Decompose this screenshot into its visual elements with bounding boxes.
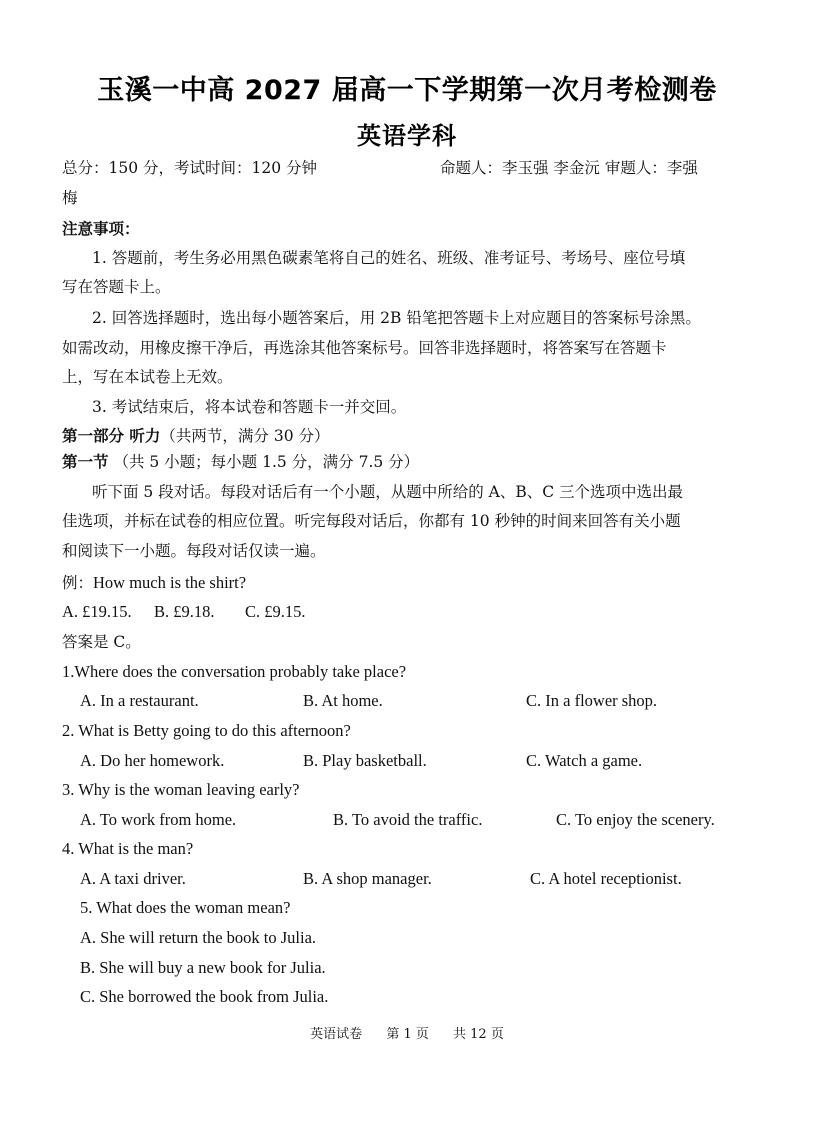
question-2-option-a: A. Do her homework. bbox=[80, 751, 225, 770]
question-1-option-c: C. In a flower shop. bbox=[526, 691, 658, 710]
section1-title bbox=[62, 452, 419, 472]
question-2-option-c: C. Watch a game. bbox=[526, 751, 643, 770]
notice-item-1: 1. 答题前，考生务必用黑色碳素笔将自己的姓名、班级、准考证号、考场号、座位号填 bbox=[92, 249, 686, 267]
example-option-b: B. £9.18. bbox=[154, 602, 215, 621]
notice-item-3: 3. 考试结束后，将本试卷和答题卡一并交回。 bbox=[92, 398, 407, 416]
section1-instructions-cont: 佳选项，并标在试卷的相应位置。听完每段对话后，你都有 10 秒钟的时间来回答有关小题 bbox=[62, 512, 681, 530]
question-5: 5. What does the woman mean? bbox=[80, 898, 291, 917]
example-answer: 答案是 C。 bbox=[62, 633, 141, 651]
page-footer bbox=[0, 1023, 814, 1042]
notice-item-2-cont2: 上，写在本试卷上无效。 bbox=[62, 368, 233, 386]
notice-item-1-cont: 写在答题卡上。 bbox=[62, 278, 171, 296]
example-prefix: 例： bbox=[62, 574, 94, 592]
section1-title-bold: 第一节 bbox=[62, 453, 109, 471]
section1-instructions: 听下面 5 段对话。每段对话后有一个小题，从题中所给的 A、B、C 三个选项中选出最 bbox=[92, 483, 684, 501]
question-4-option-a: A. A taxi driver. bbox=[80, 869, 186, 888]
question-3-option-c: C. To enjoy the scenery. bbox=[556, 810, 715, 829]
part1-title-bold: 第一部分 听力 bbox=[62, 427, 161, 445]
notice-item-2-cont: 如需改动，用橡皮擦干净后，再选涂其他答案标号。回答非选择题时，将答案写在答题卡 bbox=[62, 339, 667, 357]
exam-title: 玉溪一中高 2027 届高一下学期第一次月考检测卷 bbox=[97, 75, 717, 106]
question-2-option-b: B. Play basketball. bbox=[303, 751, 427, 770]
question-5-option-a: A. She will return the book to Julia. bbox=[80, 928, 317, 947]
question-4-option-b: B. A shop manager. bbox=[303, 869, 432, 888]
footer-page-number: 第 1 页 bbox=[386, 1027, 429, 1042]
question-5-option-c: C. She borrowed the book from Julia. bbox=[80, 987, 329, 1006]
section1-title-rest: （共 5 小题；每小题 1.5 分，满分 7.5 分） bbox=[108, 453, 420, 471]
example-option-c: C. £9.15. bbox=[245, 602, 306, 621]
question-2: 2. What is Betty going to do this afternoon? bbox=[62, 721, 351, 740]
notice-heading: 注意事项： bbox=[62, 220, 140, 238]
question-1-option-a: A. In a restaurant. bbox=[80, 691, 199, 710]
authors-continued: 梅 bbox=[62, 189, 78, 207]
question-3-option-b: B. To avoid the traffic. bbox=[333, 810, 483, 829]
notice-item-2: 2. 回答选择题时，选出每小题答案后，用 2B 铅笔把答题卡上对应题目的答案标号涂黑。 bbox=[92, 309, 701, 327]
footer-total-pages: 共 12 页 bbox=[453, 1027, 504, 1042]
question-5-option-b: B. She will buy a new book for Julia. bbox=[80, 958, 326, 977]
part1-title-rest: （共两节，满分 30 分） bbox=[160, 427, 330, 445]
question-3-option-a: A. To work from home. bbox=[80, 810, 237, 829]
example-option-a: A. £19.15. bbox=[62, 602, 132, 621]
part1-title bbox=[62, 426, 329, 446]
score-time: 总分：150 分，考试时间：120 分钟 bbox=[62, 159, 318, 177]
authors: 命题人：李玉强 李金沅 审题人：李强 bbox=[440, 159, 698, 177]
question-1: 1.Where does the conversation probably take place? bbox=[62, 662, 407, 681]
question-3: 3. Why is the woman leaving early? bbox=[62, 780, 300, 799]
footer-exam-name: 英语试卷 bbox=[310, 1027, 363, 1042]
example-question-text: How much is the shirt? bbox=[93, 573, 247, 592]
subject-title: 英语学科 bbox=[357, 122, 457, 150]
example-question bbox=[62, 573, 246, 593]
section1-instructions-cont2: 和阅读下一小题。每段对话仅读一遍。 bbox=[62, 542, 326, 560]
question-1-option-b: B. At home. bbox=[303, 691, 383, 710]
question-4-option-c: C. A hotel receptionist. bbox=[530, 869, 682, 888]
question-4: 4. What is the man? bbox=[62, 839, 194, 858]
